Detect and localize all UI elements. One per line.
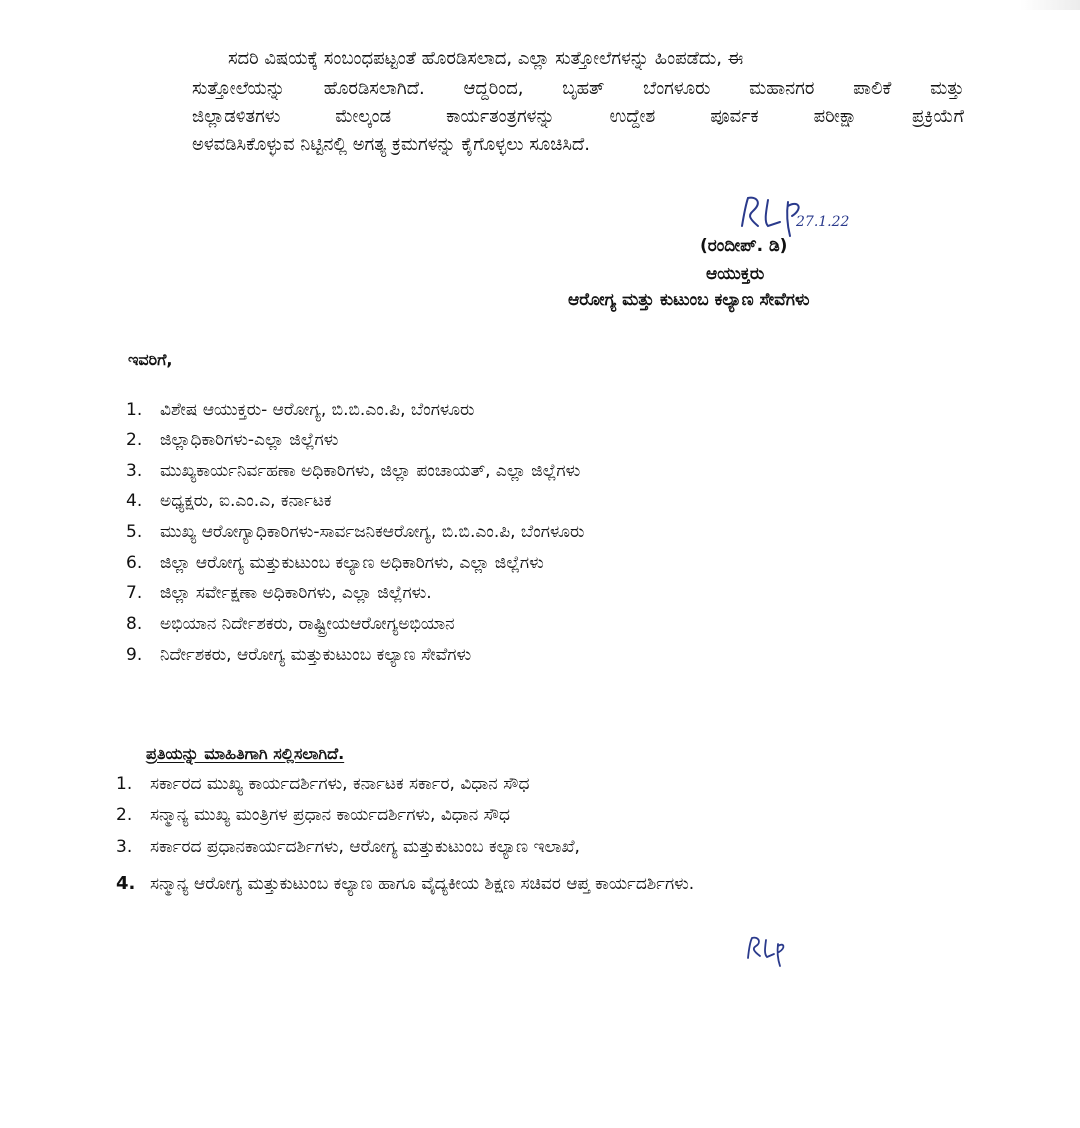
item-text: ಜಿಲ್ಲಾ ಸರ್ವೇಕ್ಷಣಾ ಅಧಿಕಾರಿಗಳು, ಎಲ್ಲಾ ಜಿಲ್ಲೆಗಳು. bbox=[160, 583, 432, 603]
paragraph-line-1: ಸದರಿ ವಿಷಯಕ್ಕೆ ಸಂಬಂಧಪಟ್ಟಂತೆ ಹೊರಡಿಸಲಾದ, ಎಲ್ಲಾ ಸುತ್ತೋಲೆಗಳನ್ನು ಹಿಂಪಡೆದು, ಈ bbox=[228, 48, 744, 69]
item-number: 7. bbox=[126, 583, 143, 603]
item-text: ಸನ್ಮಾನ್ಯ ಆರೋಗ್ಯ ಮತ್ತುಕುಟುಂಬ ಕಲ್ಯಾಣ ಹಾಗೂ ವೈದ್ಯಕೀಯ ಶಿಕ್ಷಣ ಸಚಿವರ ಆಪ್ತ ಕಾರ್ಯದರ್ಶಿಗಳು. bbox=[150, 874, 695, 894]
copy-to-heading: ಪ್ರತಿಯನ್ನು ಮಾಹಿತಿಗಾಗಿ ಸಲ್ಲಿಸಲಾಗಿದೆ. bbox=[146, 744, 345, 763]
item-number: 3. bbox=[126, 461, 143, 481]
item-number: 4. bbox=[116, 873, 136, 894]
list-item bbox=[116, 774, 529, 794]
item-number: 1. bbox=[116, 774, 133, 794]
recipients-heading: ಇವರಿಗೆ, bbox=[128, 350, 173, 369]
list-item bbox=[116, 837, 580, 857]
item-number: 2. bbox=[116, 805, 133, 825]
initials-mark bbox=[744, 932, 804, 972]
item-number: 5. bbox=[126, 522, 143, 542]
list-item bbox=[126, 645, 471, 665]
item-text: ಸರ್ಕಾರದ ಮುಖ್ಯ ಕಾರ್ಯದರ್ಶಿಗಳು, ಕರ್ನಾಟಕ ಸರ್ಕಾರ, ವಿಧಾನ ಸೌಧ bbox=[150, 774, 530, 794]
list-item bbox=[126, 430, 338, 450]
signatory-department: ಆರೋಗ್ಯ ಮತ್ತು ಕುಟುಂಬ ಕಲ್ಯಾಣ ಸೇವೆಗಳು bbox=[568, 290, 810, 310]
item-text: ನಿರ್ದೇಶಕರು, ಆರೋಗ್ಯ ಮತ್ತುಕುಟುಂಬ ಕಲ್ಯಾಣ ಸೇವೆಗಳು bbox=[160, 645, 472, 665]
paragraph-line-2: ಸುತ್ತೋಲೆಯನ್ನು ಹೊರಡಿಸಲಾಗಿದೆ. ಆದ್ದರಿಂದ, ಬೃಹತ್ ಬೆಂಗಳೂರು ಮಹಾನಗರ ಪಾಲಿಕೆ ಮತ್ತು bbox=[192, 78, 964, 99]
item-text: ಅಭಿಯಾನ ನಿರ್ದೇಶಕರು, ರಾಷ್ಟ್ರೀಯಆರೋಗ್ಯಅಭಿಯಾನ bbox=[160, 614, 455, 634]
item-number: 8. bbox=[126, 614, 143, 634]
list-item bbox=[116, 873, 694, 894]
item-text: ಅಧ್ಯಕ್ಷರು, ಐ.ಎಂ.ಎ, ಕರ್ನಾಟಕ bbox=[160, 491, 332, 511]
signature-date: 27.1.22 bbox=[796, 214, 850, 230]
list-item bbox=[126, 491, 332, 511]
item-number: 1. bbox=[126, 400, 143, 420]
paragraph-line-4: ಅಳವಡಿಸಿಕೊಳ್ಳುವ ನಿಟ್ಟಿನಲ್ಲಿ ಅಗತ್ಯ ಕ್ರಮಗಳನ್ನು ಕೈಗೊಳ್ಳಲು ಸೂಚಿಸಿದೆ. bbox=[192, 134, 590, 155]
item-number: 9. bbox=[126, 645, 143, 665]
list-item bbox=[126, 400, 474, 420]
item-number: 4. bbox=[126, 491, 143, 511]
signatory-designation: ಆಯುಕ್ತರು bbox=[706, 264, 765, 284]
paragraph-line-3: ಜಿಲ್ಲಾಡಳಿತಗಳು ಮೇಲ್ಕಂಡ ಕಾರ್ಯತಂತ್ರಗಳನ್ನು ಉದ್ದೇಶ ಪೂರ್ವಕ ಪರೀಕ್ಷಾ ಪ್ರಕ್ರಿಯೆಗೆ bbox=[192, 106, 964, 127]
item-text: ವಿಶೇಷ ಆಯುಕ್ತರು- ಆರೋಗ್ಯ, ಬಿ.ಬಿ.ಎಂ.ಪಿ, ಬೆಂಗಳೂರು bbox=[160, 400, 475, 420]
item-text: ಮುಖ್ಯ ಆರೋಗ್ಯಾಧಿಕಾರಿಗಳು-ಸಾರ್ವಜನಿಕಆರೋಗ್ಯ, ಬಿ.ಬಿ.ಎಂ.ಪಿ, ಬೆಂಗಳೂರು bbox=[160, 522, 585, 542]
item-text: ಜಿಲ್ಲಾಧಿಕಾರಿಗಳು-ಎಲ್ಲಾ ಜಿಲ್ಲೆಗಳು bbox=[160, 430, 339, 450]
item-text: ಸನ್ಮಾನ್ಯ ಮುಖ್ಯ ಮಂತ್ರಿಗಳ ಪ್ರಧಾನ ಕಾರ್ಯದರ್ಶಿಗಳು, ವಿಧಾನ ಸೌಧ bbox=[150, 805, 510, 825]
list-item bbox=[126, 614, 455, 634]
list-item bbox=[116, 805, 510, 825]
item-number: 3. bbox=[116, 837, 133, 857]
item-number: 6. bbox=[126, 553, 143, 573]
list-item bbox=[126, 553, 544, 573]
list-item bbox=[126, 583, 432, 603]
list-item bbox=[126, 522, 584, 542]
item-text: ಮುಖ್ಯಕಾರ್ಯನಿರ್ವಹಣಾ ಅಧಿಕಾರಿಗಳು, ಜಿಲ್ಲಾ ಪಂಚಾಯತ್, ಎಲ್ಲಾ ಜಿಲ್ಲೆಗಳು bbox=[160, 461, 581, 481]
item-number: 2. bbox=[126, 430, 143, 450]
item-text: ಜಿಲ್ಲಾ ಆರೋಗ್ಯ ಮತ್ತುಕುಟುಂಬ ಕಲ್ಯಾಣ ಅಧಿಕಾರಿಗಳು, ಎಲ್ಲಾ ಜಿಲ್ಲೆಗಳು bbox=[160, 553, 544, 573]
item-text: ಸರ್ಕಾರದ ಪ್ರಧಾನಕಾರ್ಯದರ್ಶಿಗಳು, ಆರೋಗ್ಯ ಮತ್ತುಕುಟುಂಬ ಕಲ್ಯಾಣ ಇಲಾಖೆ, bbox=[150, 837, 580, 857]
scan-edge-shadow bbox=[1020, 0, 1080, 10]
list-item bbox=[126, 461, 580, 481]
signatory-name: (ರಂದೀಪ್. ಡಿ) bbox=[700, 236, 788, 256]
